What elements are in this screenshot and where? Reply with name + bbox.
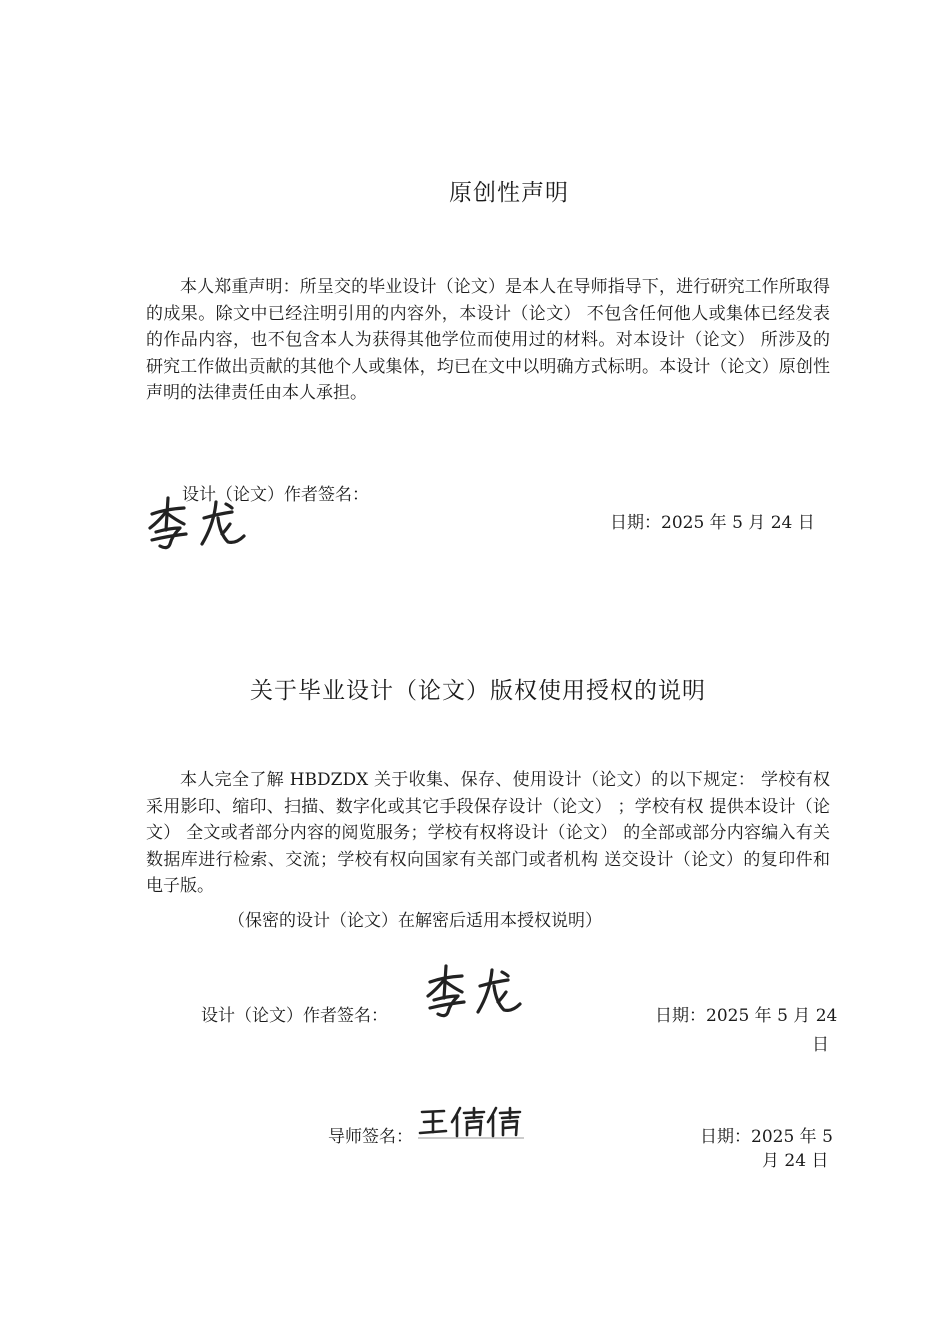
declaration-author-sign-label: 设计（论文）作者签名： [182, 485, 369, 505]
declaration-paragraph: 本人郑重声明：所呈交的毕业设计（论文）是本人在导师指导下，进行研究工作所取得的成果。除文中已经注明引用的内容外，本设计（论文） 不包含任何他人或集体已经发表的作品内容，也不包含本人为获得其他学位而使用过的材料。对本设计（论文） 所涉及的研究工作做出贡献的其他个人或集体，均已在文中以明确方式标明。本设计（论文）原创性声明的法律责任由本人承担。 [146, 277, 830, 403]
authorization-author-date-line1: 日期：2025 年 5 月 24 [655, 1006, 838, 1026]
supervisor-signature [416, 1104, 526, 1140]
supervisor-date-line1: 日期：2025 年 5 [700, 1127, 833, 1147]
authorization-title: 关于毕业设计（论文）版权使用授权的说明 [250, 678, 706, 704]
supervisor-sign-label: 导师签名： [328, 1127, 413, 1147]
authorization-author-signature [424, 962, 526, 1020]
declaration-title: 原创性声明 [449, 180, 569, 206]
authorization-author-date-line2: 日 [812, 1035, 829, 1055]
declaration-author-signature [146, 494, 250, 552]
authorization-body [146, 767, 830, 900]
declaration-date: 日期：2025 年 5 月 24 日 [610, 513, 815, 533]
authorization-author-sign-label: 设计（论文）作者签名： [201, 1006, 388, 1026]
authorization-note: （保密的设计（论文）在解密后适用本授权说明） [228, 911, 602, 931]
supervisor-date-line2: 月 24 日 [762, 1151, 829, 1171]
authorization-paragraph: 本人完全了解 HBDZDX 关于收集、保存、使用设计（论文）的以下规定： 学校有权采用影印、缩印、扫描、数字化或其它手段保存设计（论文） ；学校有权 提供本设计（论文） 全文或者部分内容的阅览服务；学校有权将设计（论文） 的全部或部分内容编入有关数据库进行检索、交流；学校有权向国家有关部门或者机构 送交设计（论文）的复印件和电子版。 [146, 770, 830, 896]
declaration-body [146, 274, 830, 407]
